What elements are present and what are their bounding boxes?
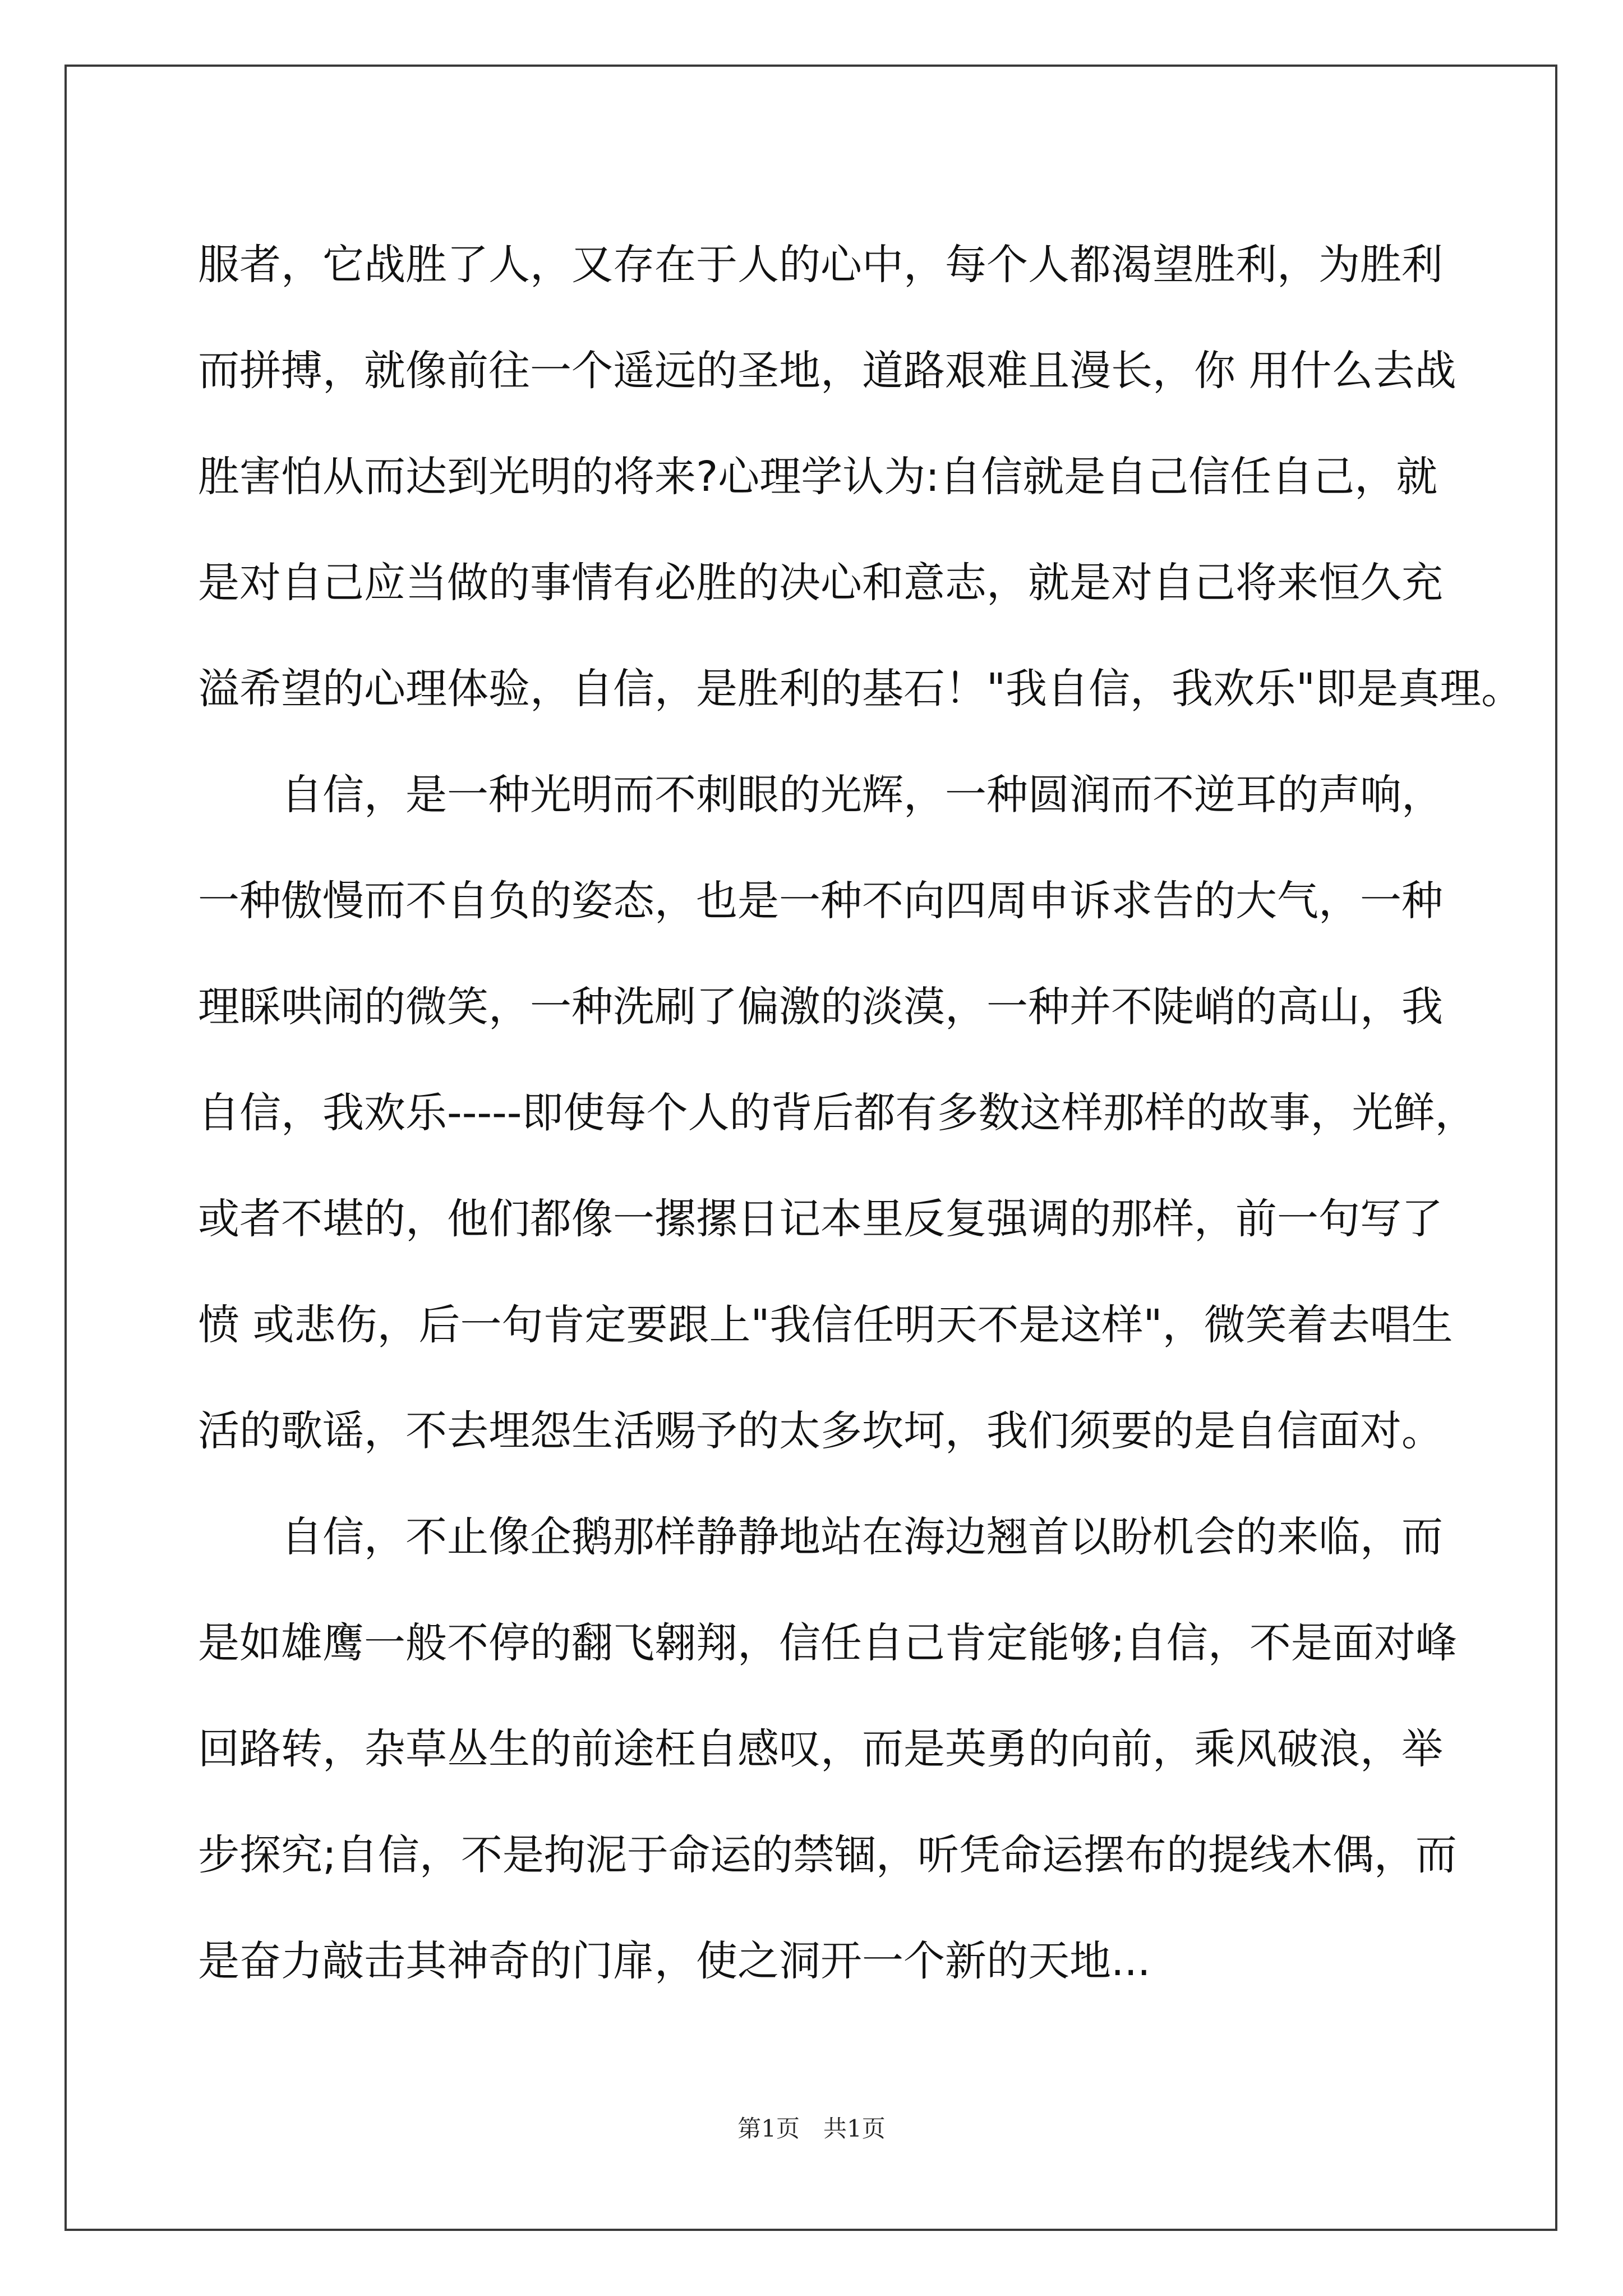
- text-line: 是如雄鹰一般不停的翻飞翱翔，信任自己肯定能够;自信，不是面对峰: [198, 1619, 1457, 1667]
- text-line: 溢希望的心理体验，自信，是胜利的基石！"我自信，我欢乐"即是真理。: [198, 665, 1523, 713]
- document-body: [198, 212, 1523, 2014]
- paragraph-start-line: 自信，不止像企鹅那样静静地站在海边翘首以盼机会的来临，而: [281, 1513, 1443, 1561]
- text-line: 而拼搏，就像前往一个遥远的圣地，道路艰难且漫长，你 用什么去战: [198, 347, 1456, 395]
- text-line: 是对自己应当做的事情有必胜的决心和意志，就是对自己将来恒久充: [198, 559, 1443, 607]
- paragraph-start-line: 自信，是一种光明而不刺眼的光辉，一种圆润而不逆耳的声响，: [281, 771, 1443, 819]
- text-line: 一种傲慢而不自负的姿态，也是一种不向四周申诉求告的大气，一种: [198, 877, 1443, 925]
- text-line: 步探究;自信，不是拘泥于命运的禁锢，听凭命运摆布的提线木偶，而: [198, 1831, 1457, 1879]
- text-line: 愤 或悲伤，后一句肯定要跟上"我信任明天不是这样"，微笑着去唱生: [198, 1301, 1453, 1349]
- text-line: 理睬哄闹的微笑，一种洗刷了偏激的淡漠，一种并不陡峭的高山，我: [198, 983, 1443, 1031]
- text-line: 是奋力敲击其神奇的门扉，使之洞开一个新的天地...: [198, 1937, 1151, 1985]
- text-line: 或者不堪的，他们都像一摞摞日记本里反复强调的那样，前一句写了: [198, 1195, 1443, 1243]
- text-line: 自信，我欢乐-----即使每个人的背后都有多数这样那样的故事，光鲜，: [198, 1089, 1477, 1137]
- page-number-footer: 第1页 共1页: [737, 2115, 886, 2142]
- text-line: 服者，它战胜了人，又存在于人的心中，每个人都渴望胜利，为胜利: [198, 241, 1443, 289]
- text-line: 活的歌谣，不去埋怨生活赐予的太多坎坷，我们须要的是自信面对。: [198, 1407, 1443, 1455]
- text-line: 胜害怕从而达到光明的将来?心理学认为:自信就是自己信任自己，就: [198, 453, 1438, 501]
- text-line: 回路转，杂草丛生的前途枉自感叹，而是英勇的向前，乘风破浪，举: [198, 1725, 1443, 1773]
